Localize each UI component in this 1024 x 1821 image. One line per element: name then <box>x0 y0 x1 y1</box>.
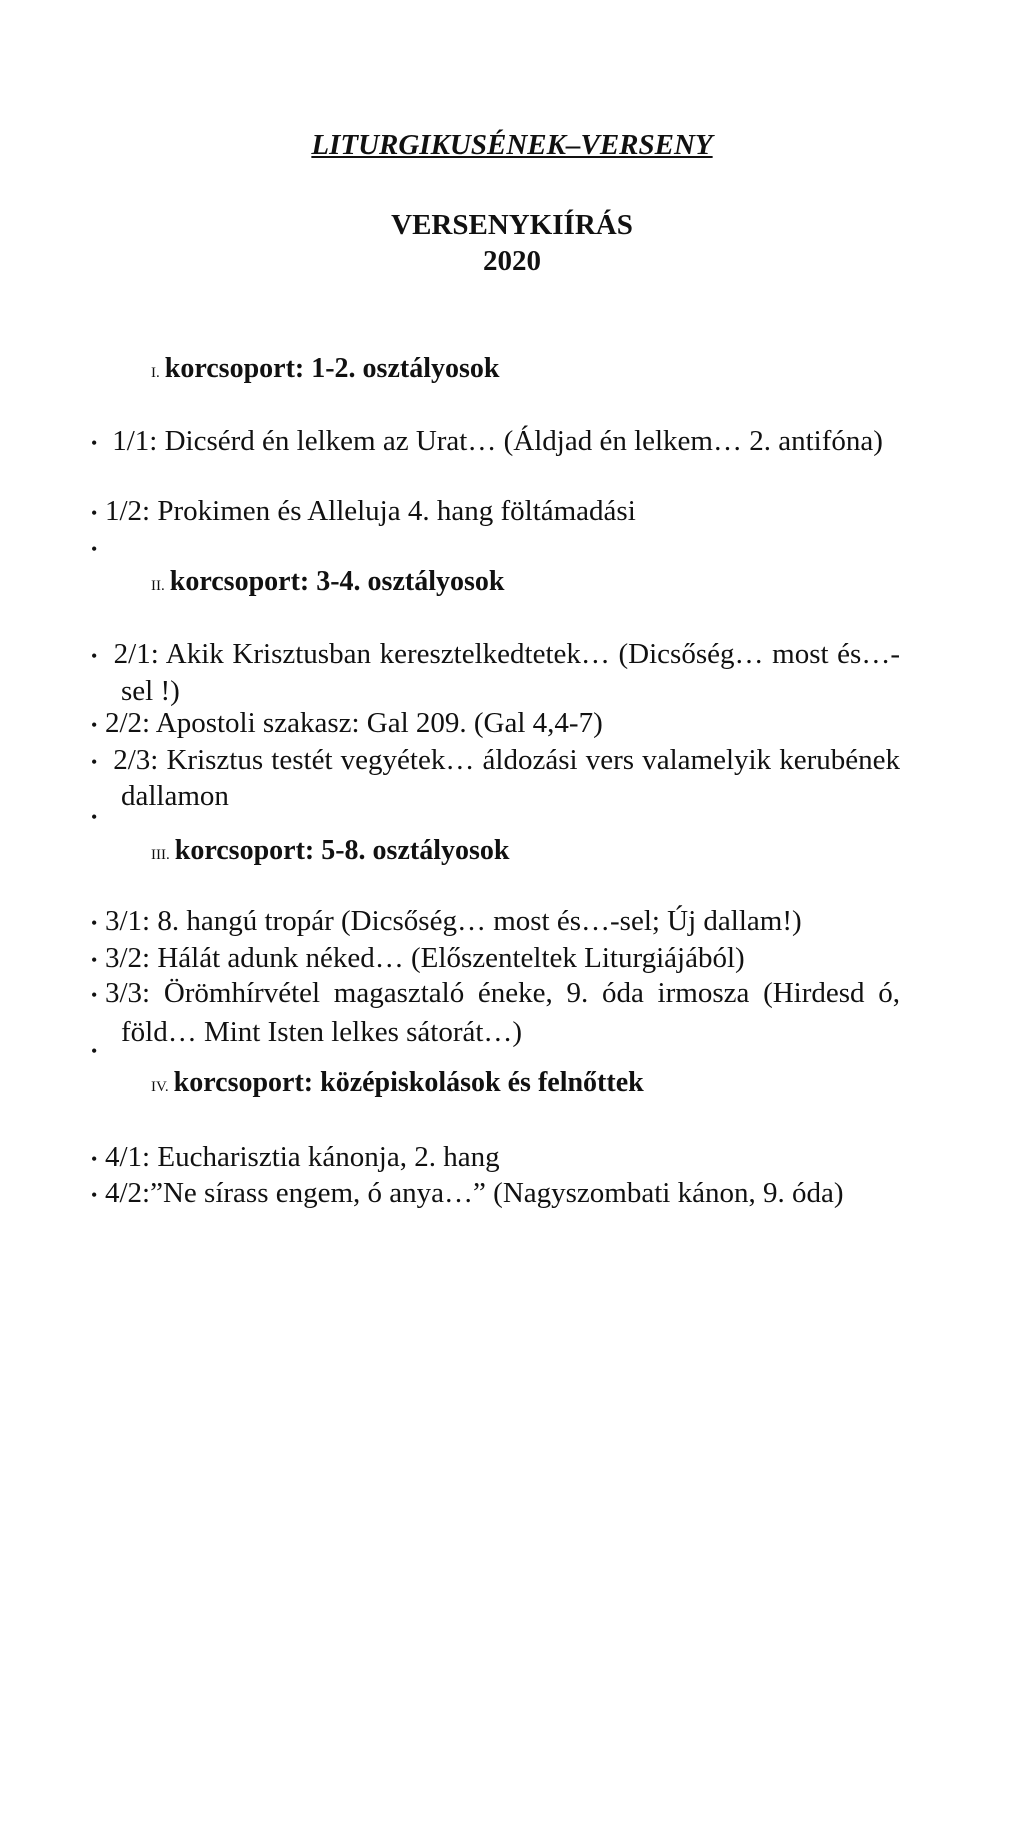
heading-text: korcsoport: 5-8. osztályosok <box>174 835 510 866</box>
empty-bullet-icon: • <box>91 807 98 827</box>
item-text: 3/3: Örömhírvétel magasztaló éneke, 9. óda irmosza (Hirdesd ó, föld… Mint Isten lelkes sátorát…) <box>105 977 900 1048</box>
bullet-icon: • <box>91 503 98 524</box>
list-item <box>91 424 900 460</box>
list-item <box>91 1176 900 1212</box>
bullet-icon: • <box>91 984 98 1005</box>
group-heading-2 <box>151 564 504 604</box>
item-text: 2/1: Akik Krisztusban keresztelkedtetek… (Dicsőség… most és…-sel !) <box>113 638 900 707</box>
list-item <box>91 494 900 530</box>
roman-numeral: II. <box>151 578 165 594</box>
list-item <box>91 637 900 709</box>
bullet-icon: • <box>91 645 98 666</box>
list-item <box>91 941 900 977</box>
list-item <box>91 1140 900 1176</box>
item-text: 1/2: Prokimen és Alleluja 4. hang föltámadási <box>105 495 636 527</box>
bullet-icon: • <box>91 752 98 773</box>
bullet-icon: • <box>91 913 98 934</box>
bullet-icon: • <box>91 1149 98 1170</box>
bullet-icon: • <box>91 950 98 971</box>
list-item <box>91 975 900 1051</box>
item-text: 3/2: Hálát adunk néked… (Előszenteltek Liturgiájából) <box>105 942 745 974</box>
document-title: LITURGIKUSÉNEK–VERSENY <box>311 129 713 161</box>
group-heading-1 <box>151 351 499 391</box>
bullet-icon: • <box>91 715 98 736</box>
item-text: 2/2: Apostoli szakasz: Gal 209. (Gal 4,4-7) <box>105 707 603 739</box>
item-text: 4/2:”Ne sírass engem, ó anya…” (Nagyszombati kánon, 9. óda) <box>105 1177 844 1209</box>
item-text: 2/3: Krisztus testét vegyétek… áldozási vers valamelyik kerubének dallamon <box>113 744 901 813</box>
list-item <box>91 743 900 813</box>
empty-bullet-icon: • <box>91 1041 98 1061</box>
group-heading-3 <box>151 833 509 873</box>
list-item <box>91 904 900 940</box>
empty-bullet-icon: • <box>91 539 98 559</box>
group-heading-4 <box>151 1065 644 1105</box>
item-text: 1/1: Dicsérd én lelkem az Urat… (Áldjad én lelkem… 2. antifóna) <box>112 425 883 457</box>
bullet-icon: • <box>91 433 98 454</box>
document-year: 2020 <box>483 245 541 277</box>
item-text: 4/1: Eucharisztia kánonja, 2. hang <box>105 1141 500 1173</box>
heading-text: korcsoport: 3-4. osztályosok <box>169 566 505 597</box>
item-text: 3/1: 8. hangú tropár (Dicsőség… most és…-sel; Új dallam!) <box>105 905 802 937</box>
heading-text: korcsoport: 1-2. osztályosok <box>164 353 500 384</box>
roman-numeral: I. <box>151 365 160 381</box>
roman-numeral: IV. <box>151 1079 169 1095</box>
heading-text: korcsoport: középiskolások és felnőttek <box>173 1067 644 1098</box>
roman-numeral: III. <box>151 847 170 863</box>
document-subtitle: VERSENYKIÍRÁS <box>391 209 633 241</box>
list-item <box>91 706 900 742</box>
bullet-icon: • <box>91 1185 98 1206</box>
